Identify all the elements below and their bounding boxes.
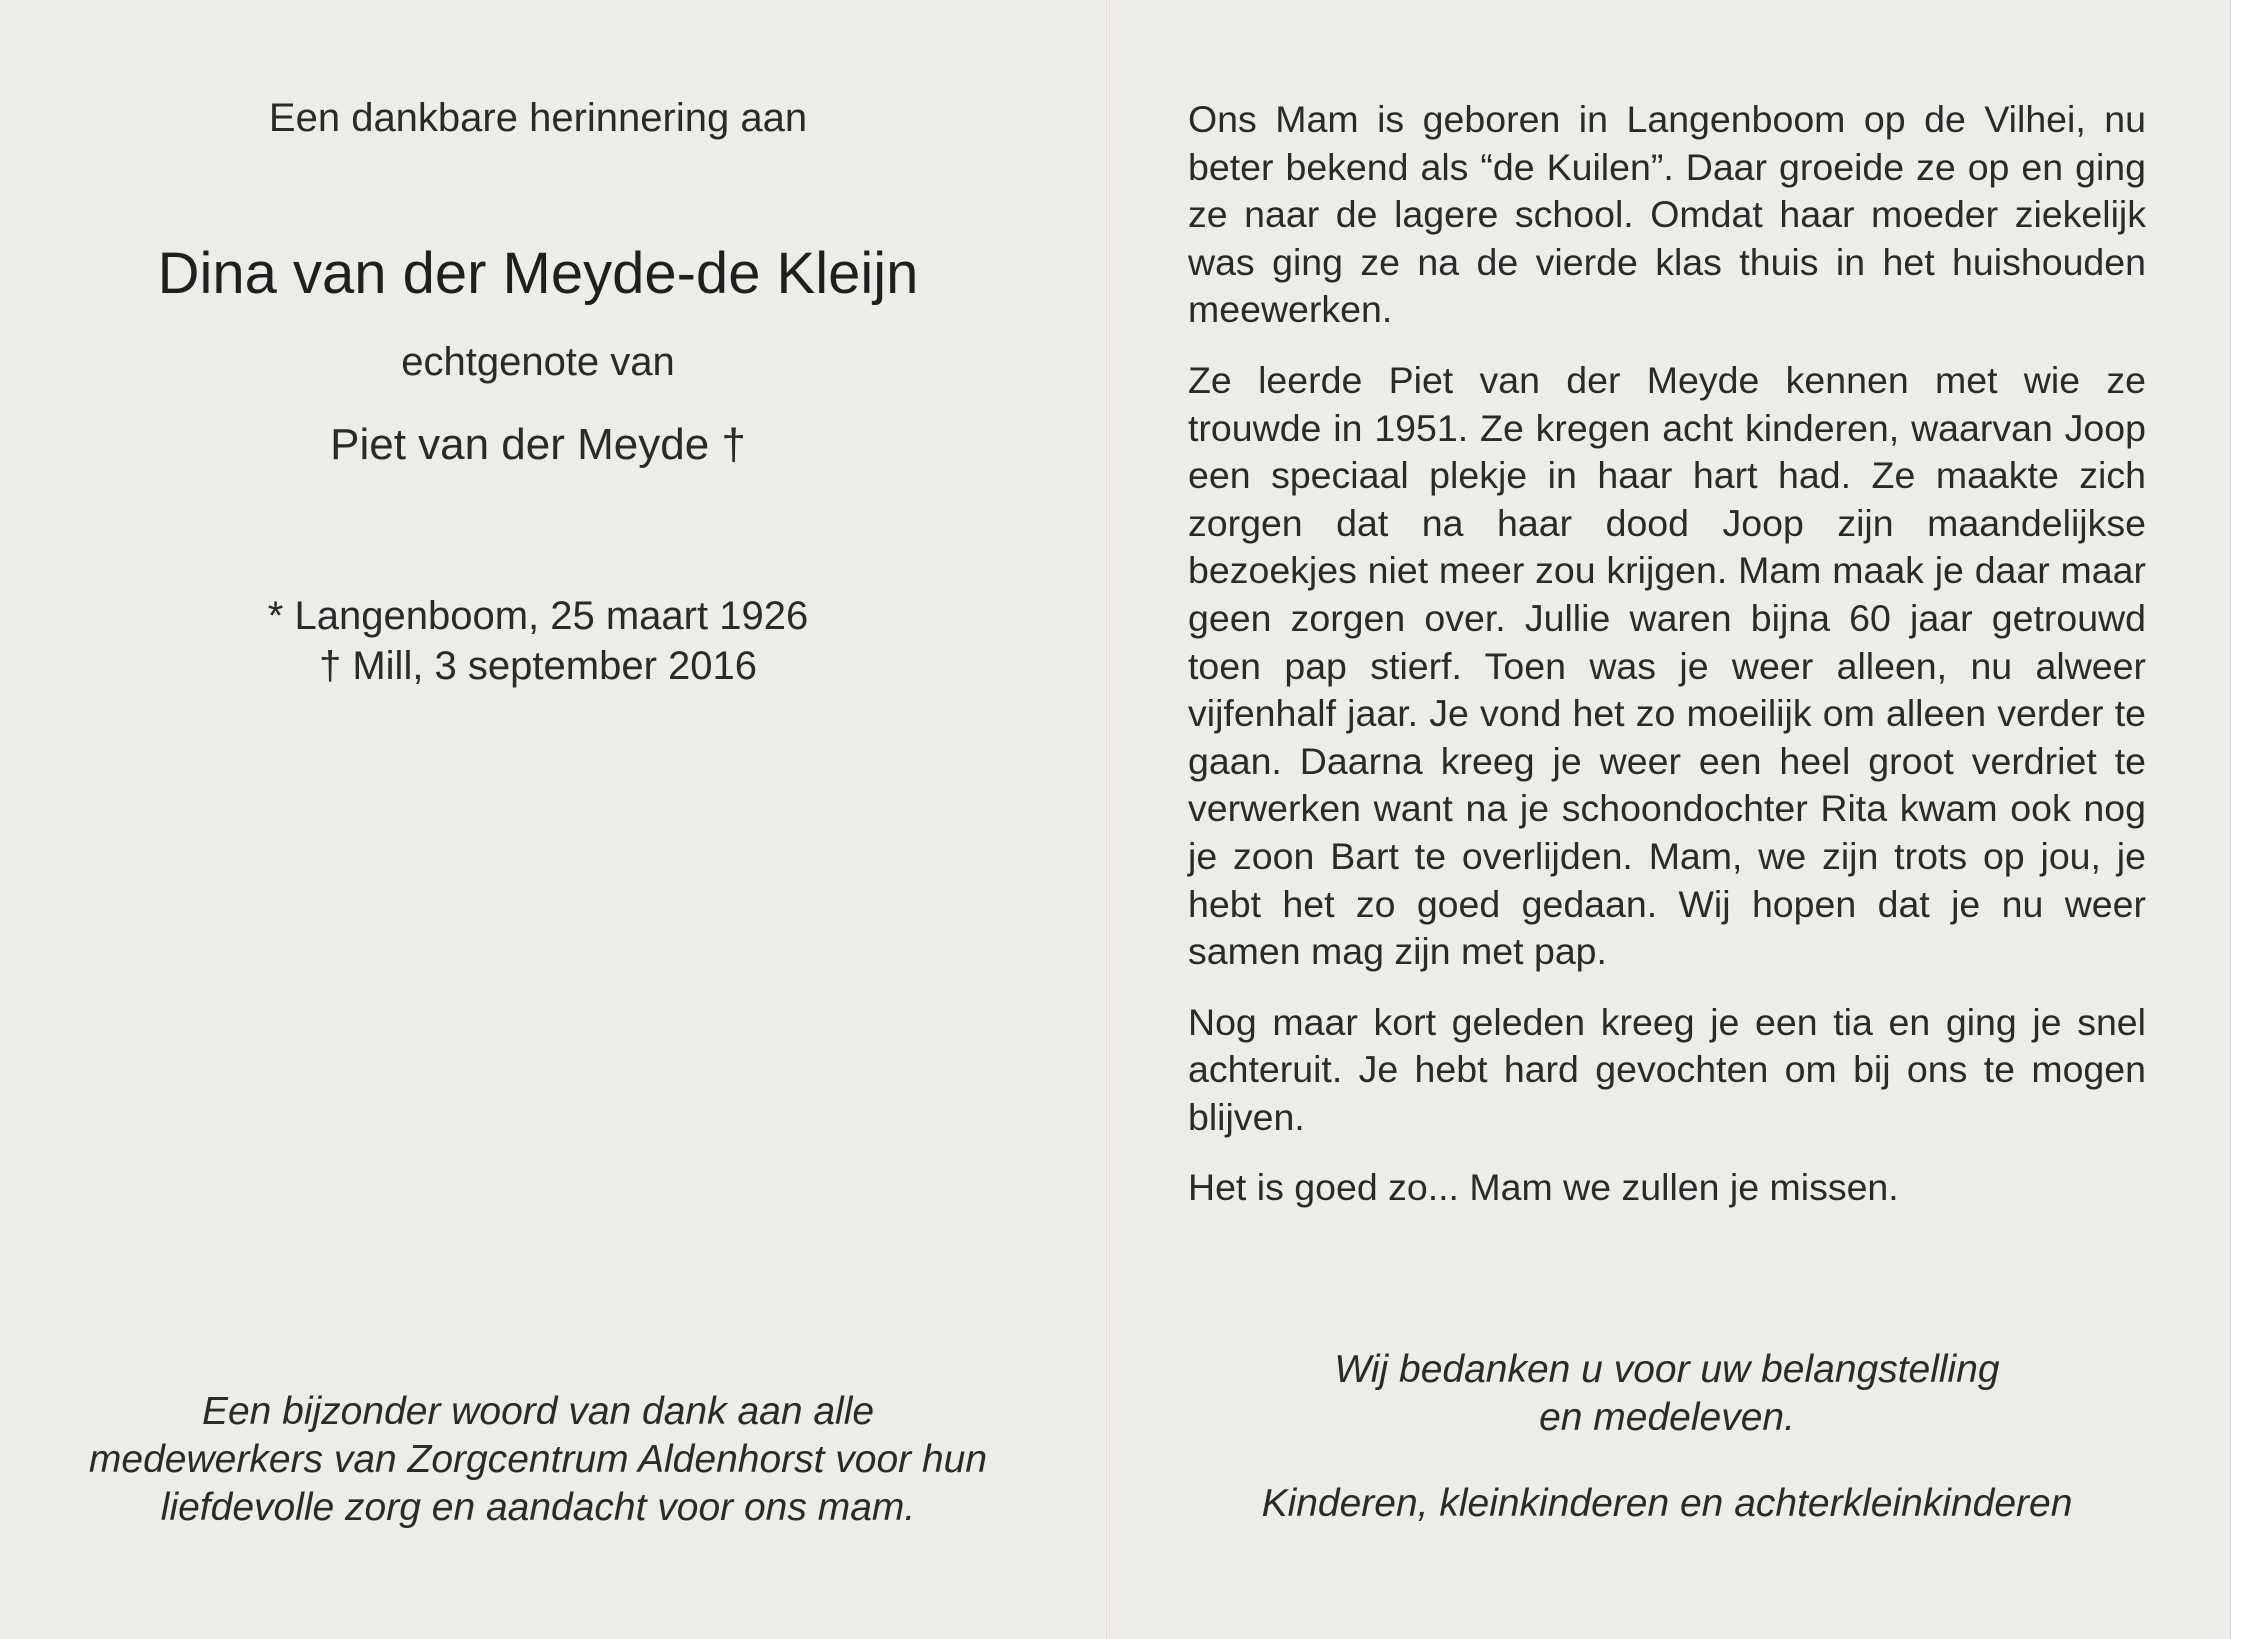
memorial-text [1188, 96, 2146, 1235]
closing-family: Kinderen, kleinkinderen en achterkleinkinderen [1261, 1482, 2073, 1525]
paragraph-family: Ze leerde Piet van der Meyde kennen met wie ze trouwde in 1951. Ze kregen acht kinderen, waarvan Joop een speciaal plekje in haar hart had. Ze maakte zich zorgen dat na haar dood Joop zijn maandelijkse bezoekjes niet meer zou krijgen. Mam maak je daar maar geen zorgen over. Jullie waren bijna 60 jaar getrouwd toen pap stierf. Toen was je weer alleen, nu alweer vijfenhalf jaar. Je vond het zo moeilijk om alleen verder te gaan. Daarna kreeg je weer een heel groot verdriet te verwerken want na je schoondochter Rita kwam ook nog je zoon Bart te overlijden. Mam, we zijn trots op jou, je hebt het zo goed gedaan. Wij hopen dat je nu weer samen mag zijn met pap. [1188, 358, 2146, 973]
paragraph-farewell: Het is goed zo... Mam we zullen je missen. [1188, 1166, 1899, 1209]
paragraph-birth: Ons Mam is geboren in Langenboom op de Vilhei, nu beter bekend als “de Kuilen”. Daar groeide ze op en ging ze naar de lagere school. Omdat haar moeder ziekelijk was ging ze na de vierde klas thuis in het huishouden meewerken. [1188, 98, 2146, 331]
deceased-name: Dina van der Meyde-de Kleijn [157, 241, 919, 306]
closing-thanks [1188, 1346, 2146, 1442]
staff-thanks: Een bijzonder woord van dank aan alle medewerkers van Zorgcentrum Aldenhorst voor hun liefdevolle zorg en aandacht voor ons mam. [88, 1390, 988, 1529]
birth-line: * Langenboom, 25 maart 1926 [267, 594, 809, 638]
left-panel [0, 0, 1108, 1639]
scan-edge [2230, 0, 2248, 1639]
death-line: † Mill, 3 september 2016 [318, 644, 757, 688]
relation-text: echtgenote van [401, 340, 675, 384]
closing-thanks-line-1: Wij bedanken u voor uw belangstelling [1334, 1348, 2000, 1391]
intro-text: Een dankbare herinnering aan [268, 96, 808, 140]
spouse-name: Piet van der Meyde † [330, 420, 746, 469]
paragraph-illness: Nog maar kort geleden kreeg je een tia en ging je snel achteruit. Je hebt hard gevochten om bij ons te mogen blijven. [1188, 1000, 2146, 1138]
closing-thanks-line-2: en medeleven. [1539, 1396, 1795, 1439]
